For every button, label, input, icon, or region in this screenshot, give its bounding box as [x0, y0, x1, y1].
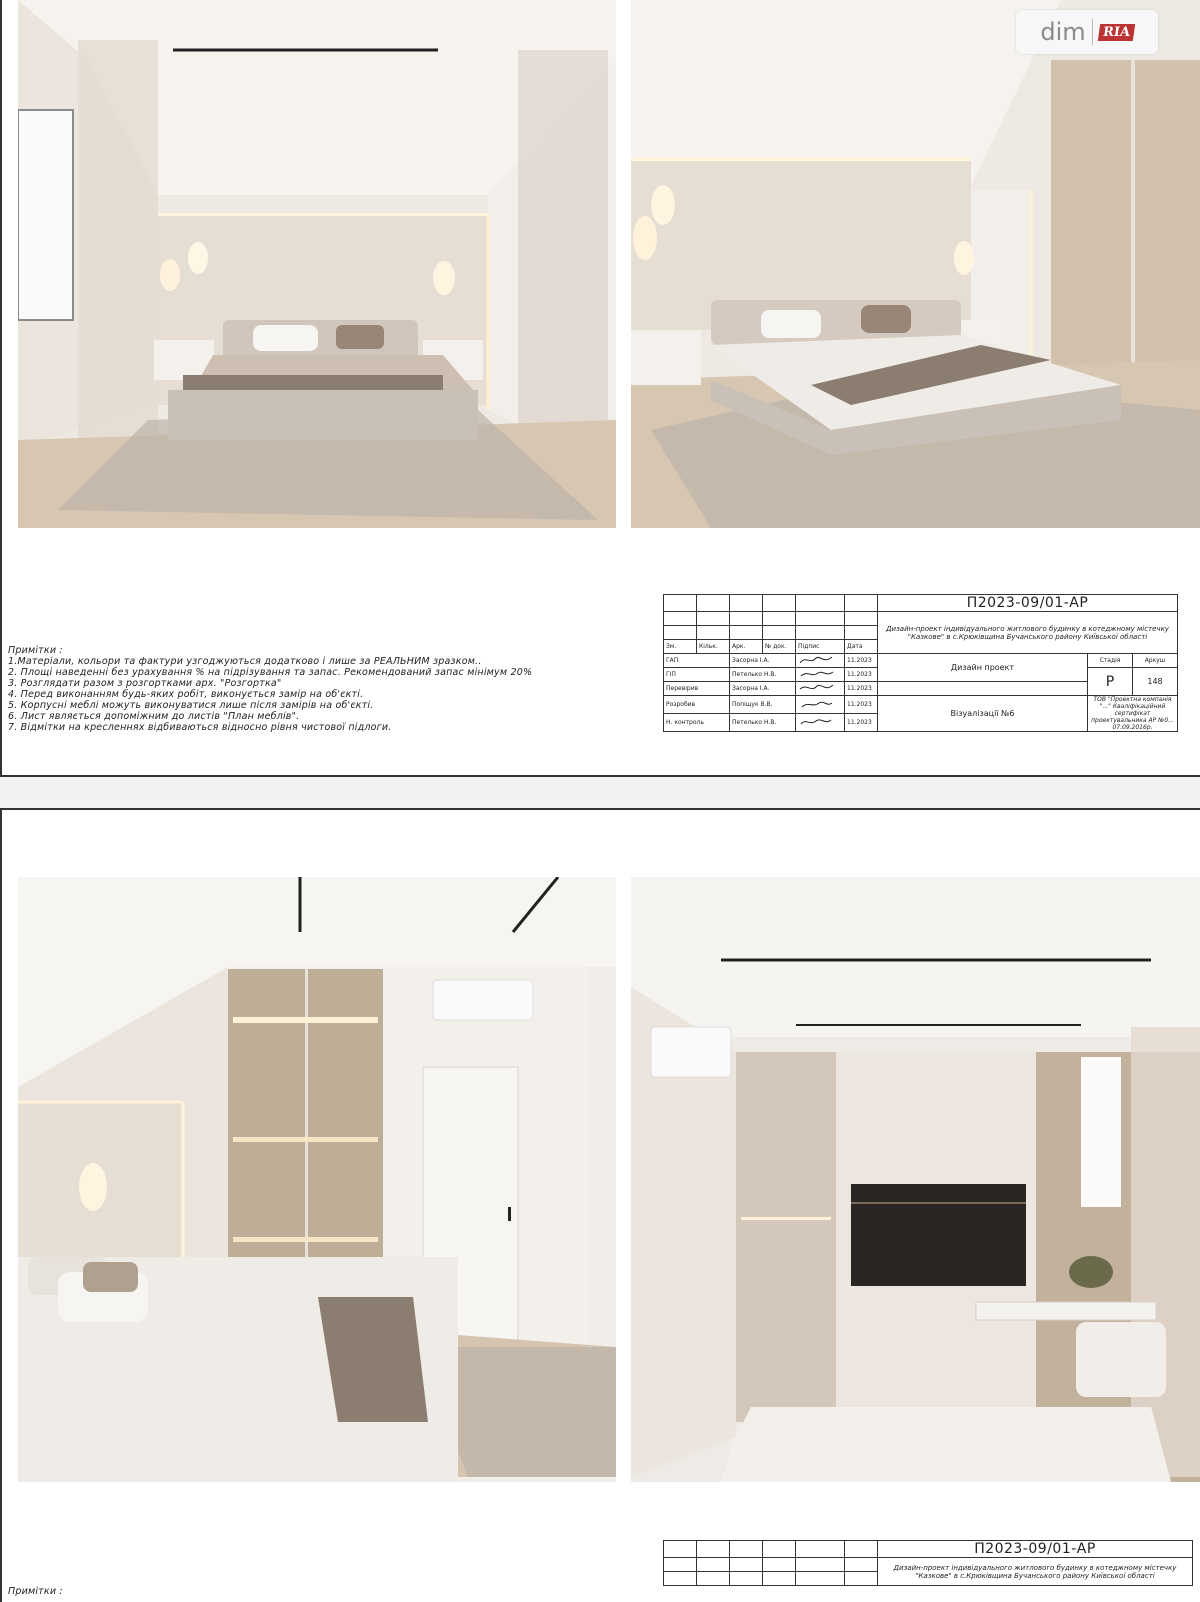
- notes-block: [8, 1586, 63, 1597]
- date-cell: 11.2023: [845, 654, 878, 668]
- project-code: П2023-09/01-АР: [878, 595, 1178, 612]
- company-name: ТОВ "Проектна компанія "..." Кваліфікаційний сертифікат проектувальника АР №0...: [1091, 696, 1174, 724]
- title-block: [663, 594, 1200, 732]
- drawing-sheet-2: [0, 808, 1200, 1602]
- signature-icon: [798, 655, 836, 665]
- sheet-title: Візуалізації №6: [878, 696, 1088, 732]
- note-item: 2. Площі наведенні без урахування % на підрізування та запас. Рекомендований запас мінімум 20%: [8, 667, 533, 678]
- render-tv-wall-view: [631, 877, 1200, 1482]
- note-item: 4. Перед виконанням будь-яких робіт, виконується замір на об'єкті.: [8, 689, 364, 700]
- note-item: 7. Відмітки на кресленнях відбиваються відносно рівня чистової підлоги.: [8, 722, 392, 733]
- note-item: 5. Корпусні меблі можуть виконуватися лише після замірів на об'єкті.: [8, 700, 374, 711]
- role-cell: ГАП: [664, 654, 730, 668]
- company-date: 07.09.2016р.: [1112, 724, 1153, 731]
- dimria-logo: [1016, 10, 1158, 54]
- render-bedroom-angle: [631, 0, 1200, 528]
- note-item: 6. Лист являється допоміжним до листів "План меблів".: [8, 711, 300, 722]
- signature-icon: [798, 699, 836, 709]
- role-cell: Перевірив: [664, 682, 730, 696]
- signature-icon: [798, 669, 836, 679]
- render-bedroom-front: [18, 0, 616, 528]
- date-cell: 11.2023: [845, 682, 878, 696]
- sheet-value: 148: [1133, 668, 1178, 696]
- project-description: Дизайн-проект індивідуального житлового будинку в котеджному містечку "Казкове" в с.Крюківщина Бучанського району Київської області: [878, 1558, 1193, 1586]
- project-description: Дизайн-проект індивідуального житлового будинку в котеджному містечку "Казкове" в с.Крюківщина Бучанського району Київської області: [878, 612, 1178, 654]
- note-item: 1.Матеріали, кольори та фактури узгоджуються додатково і лише за РЕАЛЬНИМ зразком..: [8, 656, 482, 667]
- note-item: 3. Розглядати разом з розгортками арх. "Розгортка": [8, 678, 282, 689]
- notes-title: Примітки :: [8, 1586, 63, 1597]
- drawing-sheet-1: [0, 0, 1200, 775]
- name-cell: Петелько Н.В.: [730, 668, 796, 682]
- col-header: Арк.: [730, 640, 763, 654]
- col-stage: Стадія: [1088, 654, 1133, 668]
- name-cell: Засорна І.А.: [730, 682, 796, 696]
- logo-brand-text: dim: [1040, 18, 1086, 46]
- date-cell: 11.2023: [845, 714, 878, 732]
- title-block: [663, 1540, 1200, 1586]
- col-header: Кільк.: [697, 640, 730, 654]
- date-cell: 11.2023: [845, 668, 878, 682]
- company-info: [1088, 696, 1178, 732]
- signature-icon: [798, 683, 836, 693]
- notes-title: Примітки :: [8, 645, 63, 656]
- sheet-separator: [0, 775, 1200, 810]
- name-cell: Засорна І.А.: [730, 654, 796, 668]
- col-header: Дата: [845, 640, 878, 654]
- role-cell: Розробив: [664, 696, 730, 714]
- col-header: Зм.: [664, 640, 697, 654]
- role-cell: ГІП: [664, 668, 730, 682]
- notes-block: [8, 645, 532, 733]
- project-code: П2023-09/01-АР: [878, 1541, 1193, 1558]
- col-header: Підпис: [796, 640, 845, 654]
- logo-brand-suffix: RIA: [1097, 24, 1134, 41]
- col-sheet: Аркуш: [1133, 654, 1178, 668]
- role-cell: Н. контроль: [664, 714, 730, 732]
- name-cell: Попіщук В.В.: [730, 696, 796, 714]
- render-wardrobe-view: [18, 877, 616, 1482]
- stage-value: Р: [1088, 668, 1133, 696]
- name-cell: Петелько Н.В.: [730, 714, 796, 732]
- signature-icon: [798, 717, 836, 727]
- col-header: № док.: [763, 640, 796, 654]
- logo-divider: [1092, 19, 1093, 45]
- date-cell: 11.2023: [845, 696, 878, 714]
- stage-label: Дизайн проект: [878, 654, 1088, 682]
